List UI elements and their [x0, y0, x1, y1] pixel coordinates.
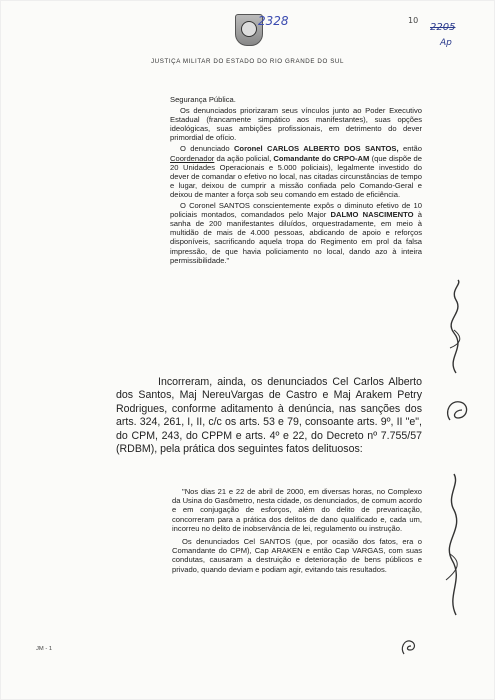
main-paragraph: Incorreram, ainda, os denunciados Cel Carlos Alberto dos Santos, Maj NereuVargas de Castro e Maj Arakem Petry Rodrigues, conforme aditamento à denúncia, nas sanções dos arts. 324, 261, I, II, c/c os arts. 53 e 79, consoante arts. 9º, II "e", do CPM, 243, do CPPM e arts. 4º e 22, do Decreto nº 7.755/57 (RDBM), pela prática dos seguintes fatos delituosos:	[116, 376, 422, 456]
page-number: 10	[408, 16, 419, 25]
quote1-paragraph-2: Os denunciados priorizaram seus vínculos junto ao Poder Executivo Estadual (francamente simpático aos manifestantes), suas opções ideológicas, suas ambições profissionais, em detrimento do dever primordial de ofício.	[170, 106, 422, 143]
margin-signature-1	[436, 278, 476, 378]
handwritten-initials: Ap	[440, 38, 452, 48]
handwritten-corner-number: 2205	[430, 22, 456, 33]
margin-initial-mark	[398, 636, 420, 658]
court-header: JUSTIÇA MILITAR DO ESTADO DO RIO GRANDE DO SUL	[150, 58, 345, 65]
quoted-excerpt-2	[172, 487, 422, 578]
quoted-excerpt-1	[170, 95, 422, 267]
handwritten-stamp-number: 2328	[258, 14, 289, 28]
margin-signature-2	[440, 392, 476, 428]
quote1-paragraph-1: Segurança Pública.	[170, 95, 236, 104]
quote1-paragraph-4: O Coronel SANTOS conscientemente expôs o diminuto efetivo de 10 policiais montados, comandados pelo Major DALMO NASCIMENTO à sanha de 200 manifestantes diluídos, orquestradamente, em meio à multidão de mais de 4.000 pessoas, abdicando de apoio e reforços disponíveis, sacrificando aquela tropa do Regimento em prol da falsa impressão, de que havia policiamento no local, dando azo à inteira permissibilidade."	[170, 201, 422, 265]
margin-signature-3	[434, 470, 474, 620]
form-code: JM - 1	[36, 646, 53, 652]
quote1-paragraph-3: O denunciado Coronel CARLOS ALBERTO DOS SANTOS, então Coordenador da ação policial, Comandante do CRPO-AM (que dispõe de 20 Unidades Operacionais e 5.000 policiais), legalmente investido do dever de comandar o efetivo no local, nas citadas circunstâncias de tempo e lugar, deixou de cumprir a missão confiada pelo Comando-Geral e deixou de manter a força sob seu comando em estado de eficiência.	[170, 144, 422, 199]
quote2-paragraph-2: Os denunciados Cel SANTOS (que, por ocasião dos fatos, era o Comandante do CPM), Cap ARAKEN e então Cap VARGAS, com suas condutas, causaram a destruição e deterioração de bens públicos e privado, quando deviam e podiam agir, evitando tais resultados.	[172, 537, 422, 574]
quote2-paragraph-1: "Nos dias 21 e 22 de abril de 2000, em diversas horas, no Complexo da Usina do Gasômetro, nesta cidade, os denunciados, de comum acordo e em conjugação de esforços, além do delito de prevaricação, concorreram para a prática dos delitos de dano qualificado e, cada um, incorreu no delito de inobservância de lei, regulamento ou instrução.	[172, 487, 422, 533]
